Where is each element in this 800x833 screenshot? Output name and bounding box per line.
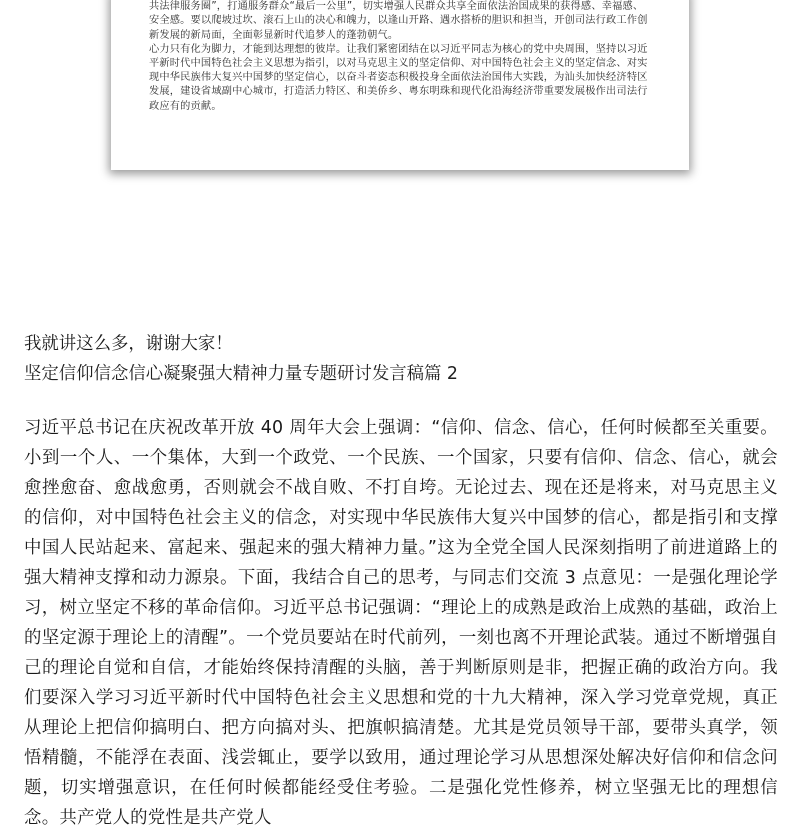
section-title: 坚定信仰信念信心凝聚强大精神力量专题研讨发言稿篇 2 [24,364,458,384]
preview-paragraph-1: 共法律服务圈”，打通服务群众“最后一公里”，切实增强人民群众共享全面依法治国成果的获得感、幸福感、安全感。要以爬坡过坎、滚石上山的决心和魄力，以逢山开路、遇水搭桥的胆识和担当，开创司法行政工作创新发展的新局面，全面彰显新时代追梦人的蓬勃朝气。 [149,1,648,41]
document-page-preview [111,0,689,170]
page-preview-content [149,0,649,114]
document-body [24,329,778,833]
closing-line: 我就讲这么多，谢谢大家！ [24,334,233,354]
preview-paragraph-2: 心力只有化为脚力，才能到达理想的彼岸。让我们紧密团结在以习近平同志为核心的党中央周围，坚持以习近平新时代中国特色社会主义思想为指引，以对马克思主义的坚定信仰、对中国特色社会主义的坚定信念、对实现中华民族伟大复兴中国梦的坚定信心，以奋斗者姿态积极投身全面依法治国伟大实践，为汕头加快经济特区发展，建设省域副中心城市，打造活力特区、和美侨乡、粤东明珠和现代化沿海经济带重要发展极作出司法行政应有的贡献。 [149,43,648,112]
body-paragraph: 习近平总书记在庆祝改革开放 40 周年大会上强调：“信仰、信念、信心，任何时候都至关重要。小到一个人、一个集体，大到一个政党、一个民族、一个国家，只要有信仰、信念、信心，就会愈挫愈奋、愈战愈勇，否则就会不战自败、不打自垮。无论过去、现在还是将来，对马克思主义的信仰，对中国特色社会主义的信念，对实现中华民族伟大复兴中国梦的信心，都是指引和支撑中国人民站起来、富起来、强起来的强大精神力量。”这为全党全国人民深刻指明了前进道路上的强大精神支撑和动力源泉。下面，我结合自己的思考，与同志们交流 3 点意见：一是强化理论学习，树立坚定不移的革命信仰。习近平总书记强调：“理论上的成熟是政治上成熟的基础，政治上的坚定源于理论上的清醒”。一个党员要站在时代前列，一刻也离不开理论武装。通过不断增强自己的理论自觉和自信，才能始终保持清醒的头脑，善于判断原则是非，把握正确的政治方向。我们要深入学习习近平新时代中国特色社会主义思想和党的十九大精神，深入学习党章党规，真正从理论上把信仰搞明白、把方向搞对头、把旗帜搞清楚。尤其是党员领导干部，要带头真学，领悟精髓，不能浮在表面、浅尝辄止，要学以致用，通过理论学习从思想深处解决好信仰和信念问题，切实增强意识，在任何时候都能经受住考验。二是强化党性修养，树立坚强无比的理想信念。共产党人的党性是共产党人 [24,418,778,828]
